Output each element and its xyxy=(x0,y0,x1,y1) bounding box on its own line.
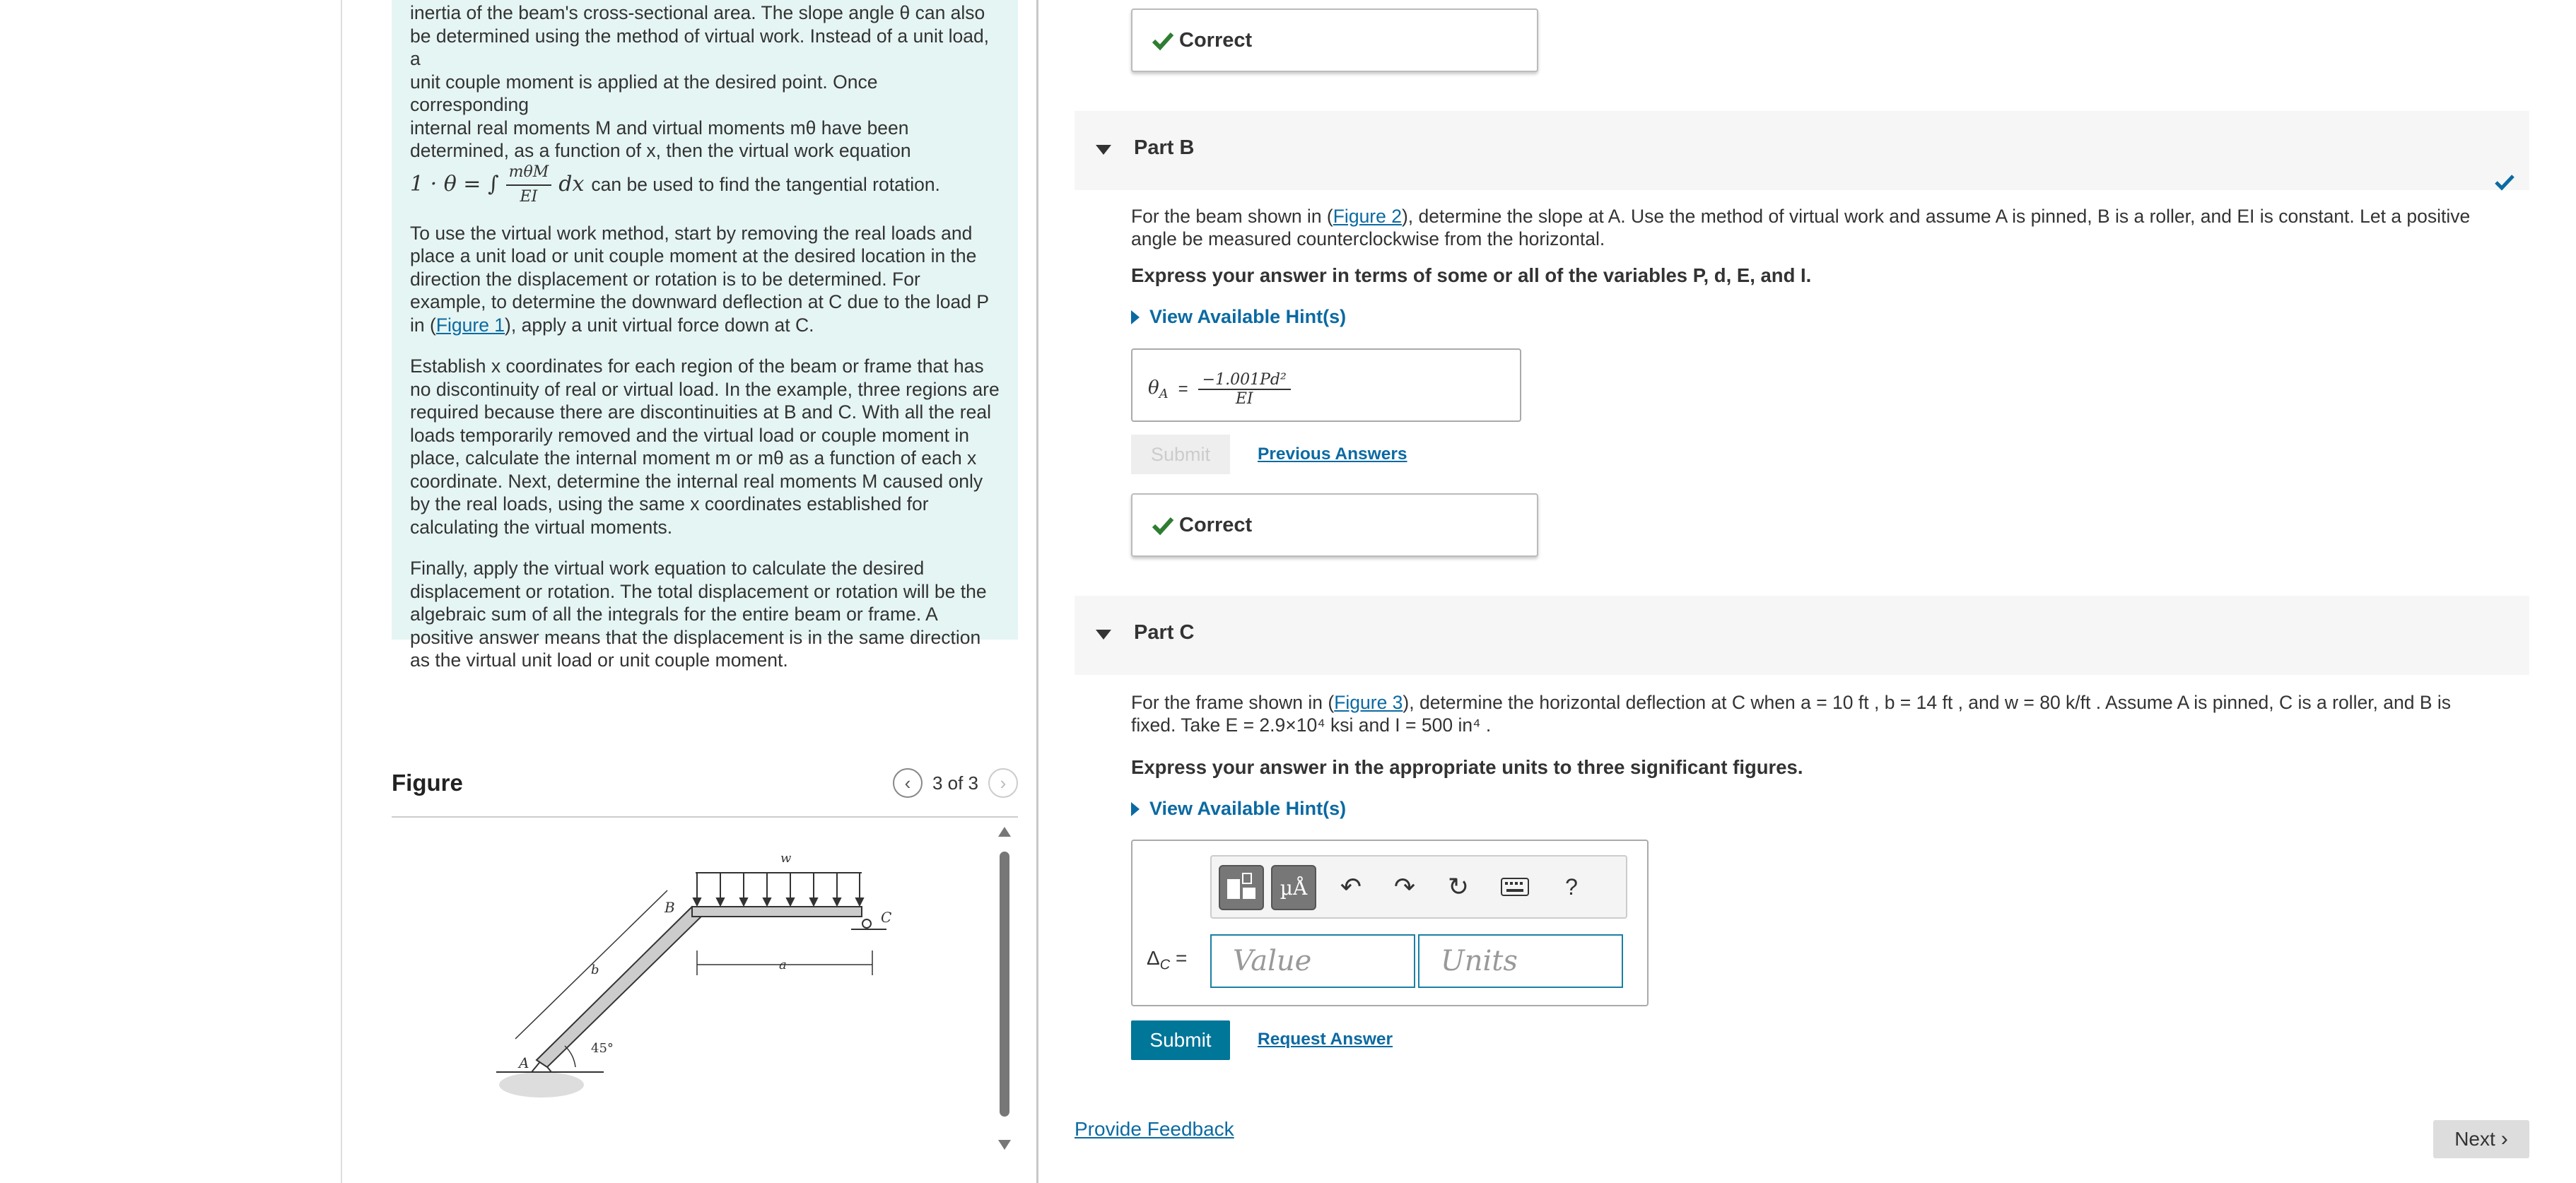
math-toolbar xyxy=(1210,855,1627,919)
part-b-label: Part B xyxy=(1134,136,1195,159)
part-c-q-line2: fixed. Take E = 2.9×10⁴ ksi and I = 500 in⁴ . xyxy=(1131,714,1492,736)
part-c-hint-label: View Available Hint(s) xyxy=(1149,798,1347,819)
answer-var-theta: θ xyxy=(1148,377,1159,399)
answer-fraction xyxy=(1198,371,1291,408)
figure-title: Figure xyxy=(392,770,463,796)
intro-paragraph-3: Establish x coordinates for each region of the beam or frame that has no discontinuity of real or virtual load. In the example, three regions are required because there are discontinuities at B and C. With all the real loads temporarily removed and the virtual load or couple moment in place, calculate the internal moment m or mθ as a function of each x coordinate. Next, determine the internal real moments M caused only by the real loads, using the same x coordinates established for calculating the virtual moments. xyxy=(410,355,1000,538)
figure-3-link[interactable]: Figure 3 xyxy=(1334,692,1403,713)
scroll-up-arrow[interactable] xyxy=(998,827,1011,837)
part-b-answer-box xyxy=(1131,348,1521,422)
previous-answers-link[interactable]: Previous Answers xyxy=(1258,445,1407,464)
ground-support-A xyxy=(499,1072,584,1097)
request-answer-link[interactable]: Request Answer xyxy=(1258,1030,1393,1049)
part-b-hint-toggle[interactable] xyxy=(1131,306,1346,328)
label-w: w xyxy=(780,851,792,866)
part-b-header[interactable] xyxy=(1075,111,2529,190)
equation-dx: dx xyxy=(558,172,585,197)
units-symbols-button[interactable] xyxy=(1271,865,1316,910)
answer-variable xyxy=(1148,377,1169,401)
caret-right-icon xyxy=(1131,310,1140,324)
load-arrows xyxy=(693,873,863,905)
part-c-answer-label xyxy=(1147,947,1187,974)
prev-figure-button[interactable] xyxy=(893,768,923,798)
label-b: b xyxy=(591,963,599,977)
redo-icon[interactable]: ↷ xyxy=(1393,872,1416,901)
part-b-correct-text: Correct xyxy=(1179,513,1253,536)
caret-right-icon xyxy=(1131,802,1140,816)
label-a: a xyxy=(779,958,787,972)
inclined-member xyxy=(537,907,703,1067)
undo-icon[interactable]: ↶ xyxy=(1340,872,1362,901)
part-b-answer xyxy=(1148,371,1291,408)
chevron-right-icon: › xyxy=(1000,772,1007,794)
part-b-q-b: ), determine the slope at A. Use the method of virtual work and assume A is pinned, B is a roller, and EI is constant. Let a positive angle be measured counterclockwise from the horizontal. xyxy=(1131,206,2471,249)
pane-divider[interactable] xyxy=(1036,0,1038,1183)
label-angle: 45° xyxy=(591,1041,614,1056)
intro-line-3: unit couple moment is applied at the desired point. Once corresponding xyxy=(410,71,878,115)
mu-angstrom-icon: µÅ xyxy=(1280,876,1308,900)
figure-pager xyxy=(893,768,1018,798)
figure-scrollbar[interactable] xyxy=(998,827,1011,1141)
scroll-thumb[interactable] xyxy=(1000,852,1009,1117)
templates-button[interactable] xyxy=(1219,865,1264,910)
intro-p2-text-a: To use the virtual work method, start by removing the real loads and place a unit load or unit couple moment at the desired location in the direction the displacement or rotation is to be determined. For example, to determine the downward deflection at C due to the load P in ( xyxy=(410,222,989,336)
delta-symbol: Δ xyxy=(1147,947,1160,969)
intro-paragraph-2 xyxy=(410,222,1000,337)
collapse-caret-icon[interactable] xyxy=(1096,630,1111,640)
figure-page-count: 3 of 3 xyxy=(932,772,978,794)
chevron-right-icon: › xyxy=(2500,1127,2508,1150)
part-c-submit-button[interactable]: Submit xyxy=(1131,1020,1230,1060)
figure-2-link[interactable]: Figure 2 xyxy=(1333,206,1402,227)
keyboard-icon[interactable] xyxy=(1497,869,1533,905)
part-c-header[interactable] xyxy=(1075,596,2529,675)
label-B: B xyxy=(665,899,675,916)
part-c-hint-toggle[interactable] xyxy=(1131,798,1346,820)
part-c-q-b: ), determine the horizontal deflection at C when a = 10 ft , b = 14 ft , and w = 80 k/ft . Assume A is pinned, C is a roller, and B is xyxy=(1403,692,2452,713)
part-c-label: Part C xyxy=(1134,621,1195,644)
equation-numerator: mθM xyxy=(506,161,552,186)
label-A: A xyxy=(519,1054,529,1071)
next-figure-button[interactable] xyxy=(988,768,1018,798)
intro-p2-text-b: ), apply a unit virtual force down at C. xyxy=(505,314,814,336)
part-c-answer-area xyxy=(1131,840,1649,1006)
answer-sub-C: C xyxy=(1159,957,1171,973)
part-c-express: Express your answer in the appropriate units to three significant figures. xyxy=(1131,756,1803,778)
answer-sub-A: A xyxy=(1159,387,1169,402)
part-c-question xyxy=(1131,691,2510,736)
next-label: Next xyxy=(2454,1128,2495,1150)
roller-C xyxy=(862,919,871,928)
intro-panel xyxy=(392,0,1018,671)
intro-line-4: internal real moments M and virtual moments mθ have been xyxy=(410,117,909,139)
provide-feedback-link[interactable]: Provide Feedback xyxy=(1075,1118,1234,1140)
answer-numerator: −1.001Pd² xyxy=(1198,371,1291,390)
figure-header xyxy=(392,767,1018,818)
intro-line-2: be determined using the method of virtual work. Instead of a unit load, a xyxy=(410,25,990,69)
part-c-q-a: For the frame shown in ( xyxy=(1131,692,1335,713)
figure-1-link[interactable]: Figure 1 xyxy=(435,314,505,336)
help-icon[interactable]: ? xyxy=(1565,873,1578,900)
part-b-question xyxy=(1131,205,2510,250)
intro-line-1: inertia of the beam's cross-sectional area. The slope angle θ can also xyxy=(410,2,985,23)
left-gutter xyxy=(0,0,342,1183)
answer-equals: = xyxy=(1178,379,1188,399)
reset-icon[interactable]: ↻ xyxy=(1447,872,1470,901)
part-b-submit-button[interactable]: Submit xyxy=(1131,435,1230,474)
checkmark-icon xyxy=(1151,513,1175,537)
part-b-hint-label: View Available Hint(s) xyxy=(1149,306,1347,327)
part-a-correct-text: Correct xyxy=(1179,28,1253,52)
part-b-q-a: For the beam shown in ( xyxy=(1131,206,1333,227)
figure-frame-diagram xyxy=(392,823,1018,1155)
equation-suffix: can be used to find the tangential rotation. xyxy=(591,174,940,196)
scroll-down-arrow[interactable] xyxy=(998,1140,1011,1150)
value-input[interactable]: Value xyxy=(1210,934,1415,988)
collapse-caret-icon[interactable] xyxy=(1096,145,1111,155)
part-b-correct-feedback xyxy=(1131,493,1538,557)
part-b-express: Express your answer in terms of some or all of the variables P, d, E, and I. xyxy=(1131,264,1812,286)
next-button[interactable] xyxy=(2433,1120,2529,1158)
chevron-left-icon: ‹ xyxy=(904,772,911,794)
units-input[interactable]: Units xyxy=(1418,934,1623,988)
equation-fraction xyxy=(506,161,552,208)
label-C: C xyxy=(881,909,892,926)
templates-icon xyxy=(1220,866,1263,909)
checkmark-icon xyxy=(1151,28,1175,52)
intro-paragraph-4: Finally, apply the virtual work equation to calculate the desired displacement or rotation. The total displacement or rotation will be the algebraic sum of all the integrals for the entire beam or frame. A positive answer means that the displacement is in the same direction as the virtual unit load or unit couple moment. xyxy=(410,558,987,671)
answer-equals: = xyxy=(1175,947,1188,969)
part-complete-check-icon xyxy=(2494,173,2515,192)
answer-denominator: EI xyxy=(1235,390,1253,408)
intro-line-5: determined, as a function of x, then the virtual work equation xyxy=(410,140,911,161)
virtual-work-equation xyxy=(410,163,1000,208)
equation-lhs: 1 · θ = ∫ xyxy=(410,172,499,197)
frame-drawing xyxy=(392,823,1000,1155)
equation-denominator: EI xyxy=(520,187,538,206)
part-a-correct-feedback xyxy=(1131,8,1538,72)
horizontal-member xyxy=(692,907,862,917)
